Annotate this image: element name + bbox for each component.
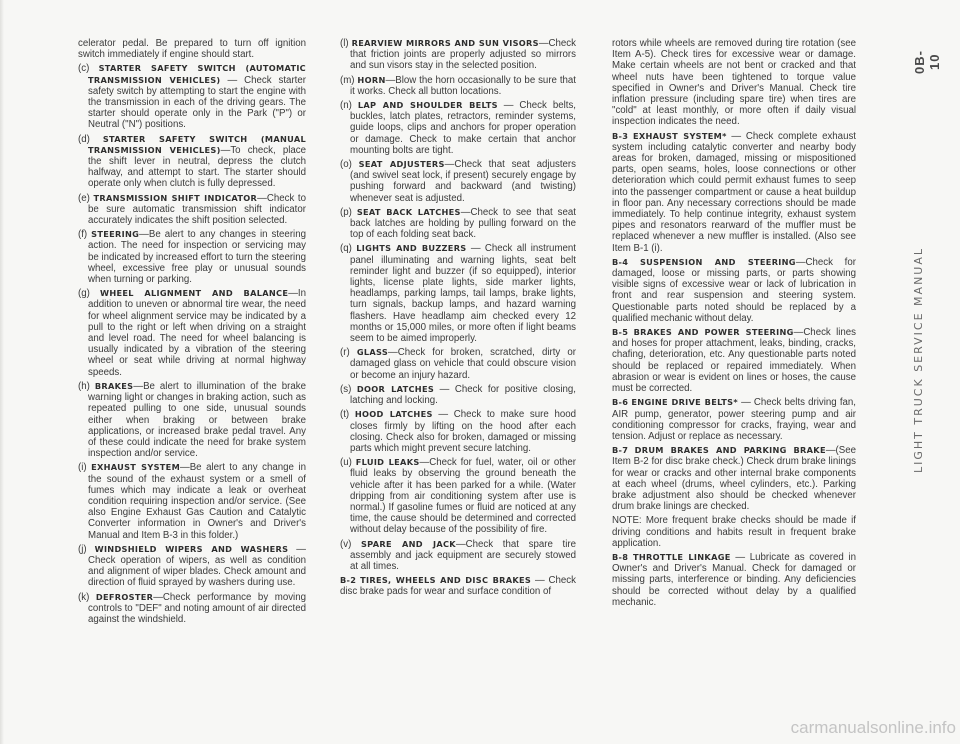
- section-item: [612, 131, 856, 254]
- item-marker: (u): [340, 457, 352, 469]
- item-heading: LAP AND SHOULDER BELTS: [357, 100, 498, 111]
- item-marker: (i): [78, 462, 87, 474]
- item-heading: SEAT ADJUSTERS: [358, 159, 445, 170]
- item-body: —In addition to uneven or abnormal tire wear, the need for wheel alignment service may be indicated by a pull to the right or left when driving on a straight and level road. The need for wheel balancing is usually indicated by a vibration of the steering wheel or seat while driving at normal highway speeds.: [88, 288, 306, 378]
- item-heading: STARTER SAFETY SWITCH (AUTOMATIC TRANSMISSION VEHICLES): [88, 63, 306, 85]
- checklist-item: [340, 38, 576, 72]
- item-marker: (f): [78, 229, 88, 241]
- item-heading: DEFROSTER: [95, 591, 154, 602]
- item-marker: B-4: [612, 256, 629, 267]
- item-body: —Check for fuel, water, oil or other fluid leaks by observing the ground beneath the vehicle after it has been parked for a while. (Water dripping from air conditioning system after use is normal.) If gasoline fumes or fluid are noticed at any time, the cause should be determined and corrected without delay because of the possibility of fire.: [350, 457, 576, 536]
- item-body: — Check starter safety switch by attempting to start the engine with the transmission in each of the driving gears. The starter should operate only in the Park ("P") or Neutral ("N") positions.: [88, 74, 306, 131]
- text-column-left: [78, 38, 306, 628]
- item-body: —Check that spare tire assembly and jack equipment are securely stowed at all times.: [350, 538, 576, 572]
- item-marker: (k): [78, 591, 90, 603]
- item-marker: (v): [340, 538, 352, 550]
- section-item: [612, 397, 856, 442]
- item-heading: LIGHTS AND BUZZERS: [356, 243, 467, 254]
- watermark: carmanualsonline.info: [790, 718, 956, 737]
- item-body: —Check for damaged, loose or missing parts, or parts showing visible signs of excessive wear or lack of lubrication in front and rear suspension and steering system. Questionable parts noted should be replaced by a qualified mechanic without delay.: [612, 256, 856, 324]
- item-marker: B-6: [612, 397, 629, 408]
- item-marker: B-3: [612, 130, 629, 141]
- item-heading: ENGINE DRIVE BELTS*: [631, 397, 738, 408]
- item-marker: B-5: [612, 327, 629, 338]
- checklist-item: [78, 592, 306, 626]
- checklist-item: [78, 134, 306, 190]
- item-body: — Check belts, buckles, latch plates, retractors, reminder systems, guide loops, clips and anchors for proper operation or damage. Check to make certain that anchor mounting bolts are tight.: [350, 100, 576, 156]
- item-marker: (j): [78, 543, 87, 555]
- text-column-middle: [340, 38, 576, 601]
- item-body: —Blow the horn occasionally to be sure that it works. Check all button locations.: [350, 74, 576, 97]
- section-item: [612, 445, 856, 512]
- paragraph: NOTE: More frequent brake checks should be made if driving conditions and habits result in frequent brake application.: [612, 515, 856, 549]
- item-heading: SPARE AND JACK: [360, 538, 456, 549]
- section-item: [612, 552, 856, 608]
- item-marker: (r): [340, 347, 350, 359]
- item-marker: (g): [78, 288, 90, 300]
- item-heading: BRAKES AND POWER STEERING: [633, 327, 794, 338]
- item-heading: WINDSHIELD WIPERS AND WASHERS: [94, 543, 289, 554]
- checklist-item: [340, 384, 576, 406]
- item-marker: (t): [340, 409, 350, 421]
- item-marker: (s): [340, 383, 352, 395]
- item-marker: (q): [340, 243, 352, 255]
- item-heading: DOOR LATCHES: [356, 383, 435, 394]
- item-marker: (l): [340, 38, 349, 49]
- item-heading: WHEEL ALIGNMENT AND BALANCE: [100, 288, 289, 299]
- item-marker: (d): [78, 133, 90, 145]
- item-body: —Be alert to any change in the sound of the exhaust system or a smell of fumes which may indicate a leak or overheat condition requiring inspection and/or service. (See also Engine Exhaust Gas Caution and Catalytic Converter information in Owner's and Driver's Manual and Item B-3 in this folder.): [88, 462, 306, 541]
- checklist-item: [78, 462, 306, 540]
- item-body: — Check to make sure hood closes firmly by lifting on the hood after each closing. Check also for broken, damaged or missing parts which might prevent secure latching.: [350, 409, 576, 454]
- item-body: —Check that friction joints are properly adjusted so mirrors and sun visors stay in the selected position.: [350, 38, 576, 72]
- item-body: —Be alert to any changes in steering action. The need for inspection or servicing may be indicated by increased effort to turn the steering wheel, excessive free play or unusual sounds when turning or parking.: [88, 229, 306, 286]
- checklist-item: [78, 193, 306, 227]
- item-heading: THROTTLE LINKAGE: [632, 551, 731, 562]
- item-heading: EXHAUST SYSTEM: [91, 462, 181, 473]
- paragraph: celerator pedal. Be prepared to turn off ignition switch immediately if engine should start.: [78, 38, 306, 61]
- checklist-item: [78, 381, 306, 459]
- checklist-item: [340, 457, 576, 535]
- checklist-item: [340, 207, 576, 241]
- section-item: [340, 575, 576, 597]
- item-body: — Lubricate as covered in Owner's and Driver's Manual. Check for damaged or missing parts, interference or binding. Any deficiencies should be corrected without delay by a qualified mechanic.: [612, 551, 856, 608]
- item-body: —Check to be sure automatic transmission shift indicator accurately indicates the shift position selected.: [88, 192, 306, 227]
- checklist-item: [78, 544, 306, 589]
- section-item: [612, 327, 856, 394]
- item-body: —Check that seat adjusters (and swivel seat lock, if present) securely engage by pushing forward and backward (and twisting) whenever seat is adjusted.: [350, 159, 576, 204]
- checklist-item: [340, 539, 576, 573]
- item-body: — Check belts driving fan, AIR pump, generator, power steering pump and air conditioning compressor for cracks, fraying, wear and tension. Adjust or replace as necessary.: [612, 397, 856, 442]
- item-marker: (h): [78, 380, 90, 392]
- checklist-item: [340, 409, 576, 454]
- manual-title: LIGHT TRUCK SERVICE MANUAL: [912, 247, 925, 474]
- item-heading: TRANSMISSION SHIFT INDICATOR: [93, 192, 258, 203]
- item-heading: EXHAUST SYSTEM*: [632, 130, 727, 141]
- item-marker: (n): [340, 100, 352, 112]
- item-heading: SEAT BACK LATCHES: [356, 206, 461, 217]
- checklist-item: [340, 159, 576, 204]
- item-body: —(See Item B-2 for disc brake check.) Check drum brake linings for wear or cracks and other internal brake components at each wheel (drums, wheel cylinders, etc.). Parking brake adjustment also should be checked whenever drum brake linings are checked.: [612, 445, 856, 513]
- item-heading: HOOD LATCHES: [354, 409, 433, 420]
- item-heading: STEERING: [91, 229, 140, 240]
- checklist-item: [78, 229, 306, 285]
- item-heading: TIRES, WHEELS AND DISC BRAKES: [360, 575, 532, 586]
- item-heading: SUSPENSION AND STEERING: [639, 256, 796, 267]
- page-code: 0B-10: [912, 50, 942, 74]
- checklist-item: [78, 288, 306, 378]
- page-edge-shadow: [0, 0, 4, 744]
- item-marker: (o): [340, 159, 352, 171]
- checklist-item: [340, 347, 576, 381]
- paragraph: rotors while wheels are removed during tire rotation (see Item A-5). Check tires for excessive wear or damage. Make certain wheels are not bent or cracked and that wheel nuts have been tightened to torque value specified in Owner's and Driver's Manual. Check tire inflation pressure (including spare tire) when tires are "cold" at least monthly, or more often if daily visual inspection indicates the need.: [612, 38, 856, 128]
- item-heading: GLASS: [356, 347, 389, 358]
- item-body: — Check operation of wipers, as well as condition and alignment of wiper blades. Check amount and direction of fluid sprayed by washers during use.: [88, 543, 306, 589]
- checklist-item: [78, 63, 306, 130]
- text-column-right: [612, 38, 856, 611]
- item-heading: DRUM BRAKES AND PARKING BRAKE: [634, 445, 826, 456]
- item-marker: B-2: [340, 575, 357, 586]
- item-body: —Check to see that seat back latches are holding by pulling forward on the top of each folding seat back.: [350, 206, 576, 241]
- item-body: —To check, place the shift lever in neutral, depress the clutch halfway, and attempt to start. The starter should operate only when clutch is fully depressed.: [88, 144, 306, 190]
- item-body: —Check for broken, scratched, dirty or damaged glass on vehicle that could obscure vision or become an injury hazard.: [350, 347, 576, 381]
- item-body: —Check performance by moving controls to "DEF" and noting amount of air directed against the windshield.: [88, 591, 306, 625]
- item-body: — Check for positive closing, latching and locking.: [350, 383, 576, 407]
- item-heading: FLUID LEAKS: [355, 457, 420, 468]
- item-body: — Check all instrument panel illuminating and warning lights, seat belt reminder light and buzzer (if so equipped), interior lights, license plate lights, side marker lights, headlamps, parking lamps, tail lamps, brake lights, turn signals, backup lamps, and hazard warning flashers. Have headlamp aim checked every 12 months or 15,000 miles, or more often if light beams seem to be aimed improperly.: [350, 243, 576, 345]
- item-body: —Be alert to illumination of the brake warning light or changes in braking action, such as repeated pulling to one side, unusual sounds either when braking or between brake applications, or increased brake pedal travel. Any of these could indicate the need for brake system inspection and/or service.: [88, 380, 306, 460]
- checklist-item: [340, 75, 576, 97]
- item-marker: B-7: [612, 445, 629, 456]
- item-heading: REARVIEW MIRRORS AND SUN VISORS: [351, 38, 539, 48]
- section-item: [612, 257, 856, 324]
- item-heading: HORN: [357, 74, 386, 85]
- checklist-item: [340, 100, 576, 156]
- item-marker: (e): [78, 192, 90, 204]
- item-heading: STARTER SAFETY SWITCH (MANUAL TRANSMISSION VEHICLES): [88, 133, 306, 155]
- item-body: — Check complete exhaust system including catalytic converter and nearby body areas for broken, damaged, missing or mispositioned parts, open seams, holes, loose connections or other deterioration which could permit exhaust fumes to seep into the passenger compartment or cause a heat buildup in floor pan. Any necessary corrections should be made immediately. To help continue integrity, exhaust system pipes and resonators rearward of the muffler must be replaced whenever a new muffler is installed. (Also see Item B-1 (i).: [612, 130, 856, 254]
- item-marker: B-8: [612, 551, 629, 562]
- item-body: —Check lines and hoses for proper attachment, leaks, binding, cracks, chafing, deterioration, etc. Any questionable parts noted should be replaced or repaired immediately. When abrasion or wear is evident on lines or hoses, the cause must be corrected.: [612, 327, 856, 395]
- checklist-item: [340, 243, 576, 344]
- item-marker: (m): [340, 74, 355, 86]
- page-sidebar: [900, 0, 960, 744]
- item-heading: BRAKES: [94, 380, 134, 391]
- item-marker: (p): [340, 206, 352, 218]
- item-body: — Check disc brake pads for wear and surface condition of: [340, 575, 576, 598]
- item-marker: (c): [78, 63, 90, 75]
